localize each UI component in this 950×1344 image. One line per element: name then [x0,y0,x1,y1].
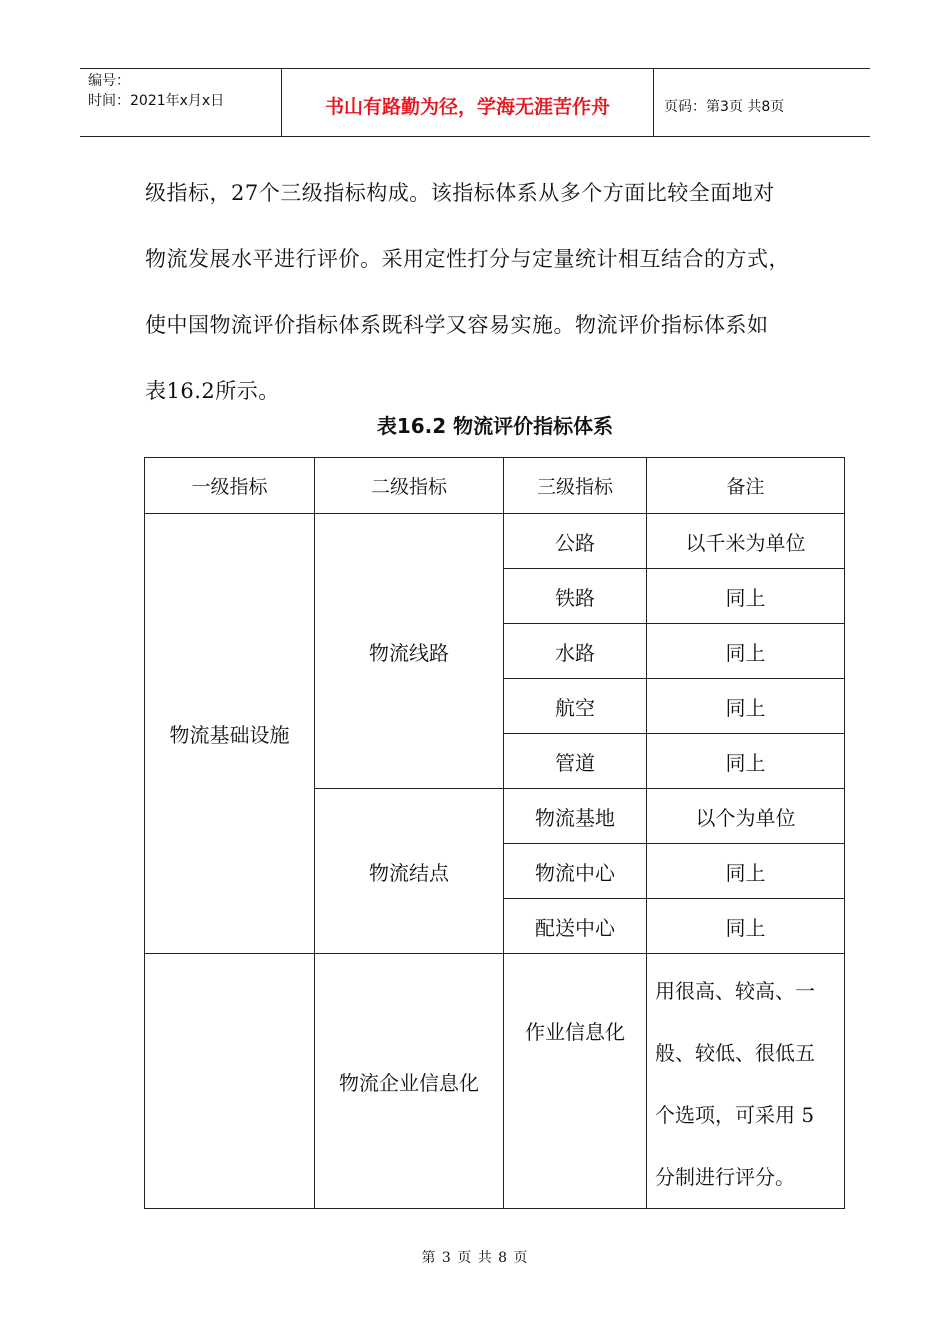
cell-level3: 作业信息化 [504,954,647,1209]
cell-level3: 水路 [504,624,647,679]
body-line: 级指标，27个三级指标构成。该指标体系从多个方面比较全面地对 [145,181,775,205]
time-label: 时间：2021年x月x日 [88,93,225,109]
cell-level3: 管道 [504,734,647,789]
cell-note: 同上 [647,569,845,624]
cell-note: 以个为单位 [647,789,845,844]
body-line: 表16.2所示。 [145,379,280,403]
table-row [145,954,845,1209]
page-footer: 第 3 页 共 8 页 [421,1250,529,1266]
cell-note: 同上 [647,899,845,954]
indicator-table [144,457,845,1209]
note-line: 般、较低、很低五 [655,1041,815,1065]
serial-label: 编号： [88,73,130,89]
cell-level1: 物流基础设施 [145,514,315,954]
cell-level3: 物流基地 [504,789,647,844]
cell-note: 同上 [647,844,845,899]
note-line: 用很高、较高、一 [655,979,815,1003]
header-motto: 书山有路勤为径，学海无涯苦作舟 [282,69,654,136]
cell-level3: 铁路 [504,569,647,624]
cell-level3: 公路 [504,514,647,569]
body-paragraph [145,160,845,424]
header-meta [80,69,282,136]
header-level1: 一级指标 [145,458,315,514]
header-level2: 二级指标 [315,458,504,514]
page-header [80,68,870,137]
cell-note: 同上 [647,734,845,789]
cell-level2: 物流企业信息化 [315,954,504,1209]
body-line: 使中国物流评价指标体系既科学又容易实施。物流评价指标体系如 [145,313,769,337]
cell-level2: 物流线路 [315,514,504,789]
note-line: 分制进行评分。 [655,1165,795,1189]
body-line: 物流发展水平进行评价。采用定性打分与定量统计相互结合的方式， [145,247,790,271]
cell-level3: 配送中心 [504,899,647,954]
table-row [145,514,845,569]
cell-note: 以千米为单位 [647,514,845,569]
cell-level2: 物流结点 [315,789,504,954]
cell-level1-empty [145,954,315,1209]
cell-note: 同上 [647,679,845,734]
header-level3: 三级指标 [504,458,647,514]
header-page-info: 页码：第3页 共8页 [664,98,785,115]
table-title: 表16.2 物流评价指标体系 [376,414,614,438]
header-note: 备注 [647,458,845,514]
cell-note: 同上 [647,624,845,679]
table-header-row [145,458,845,514]
cell-note [647,954,845,1209]
cell-level3: 航空 [504,679,647,734]
cell-level3: 物流中心 [504,844,647,899]
note-line: 个选项，可采用 5 [655,1103,815,1127]
